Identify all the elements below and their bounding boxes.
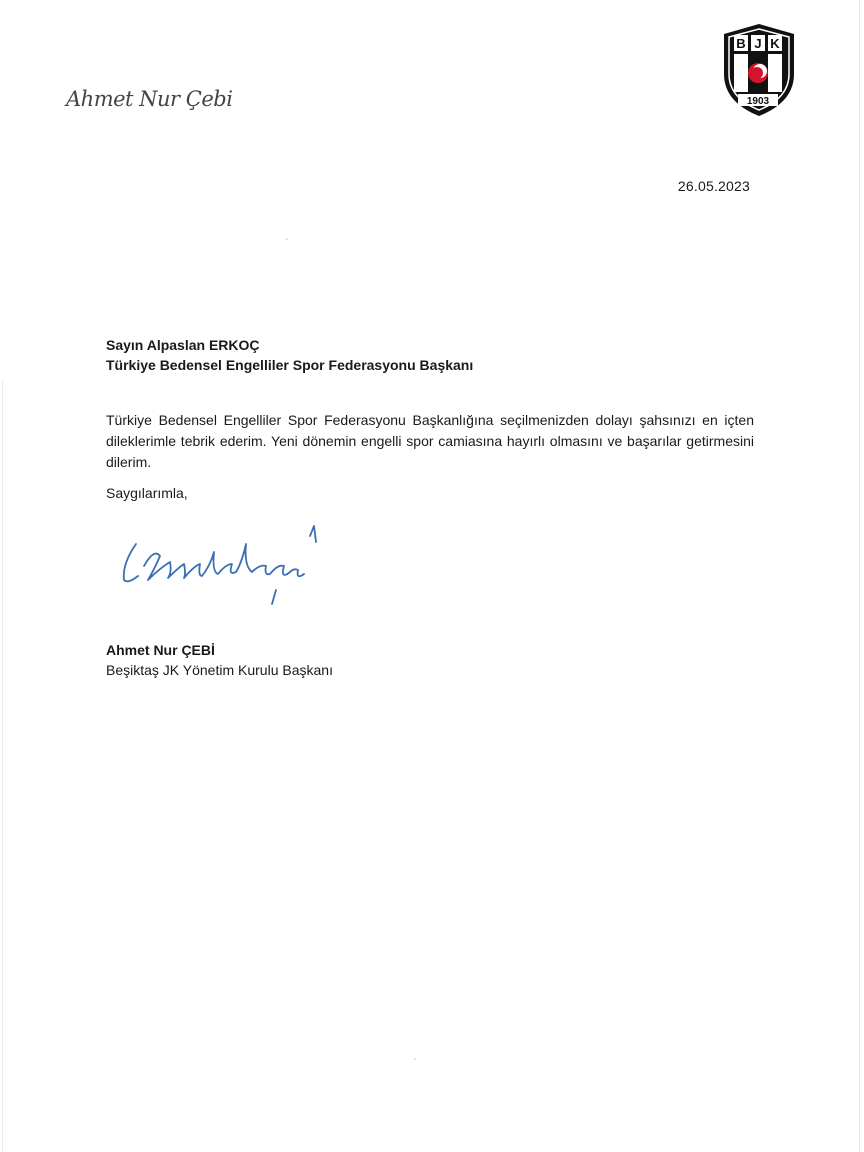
letterhead-script-name	[64, 80, 234, 116]
letter-closing: Saygılarımla,	[106, 485, 188, 501]
club-crest-logo	[720, 22, 798, 118]
recipient-title: Türkiye Bedensel Engelliler Spor Federasyonu Başkanı	[106, 357, 474, 373]
signer-block	[106, 640, 606, 680]
letter-body: Türkiye Bedensel Engelliler Spor Federasyonu Başkanlığına seçilmenizden dolayı şahsınızı en içten dileklerimle tebrik ederim. Yeni dönemin engelli spor camiasına hayırlı olmasını ve başarılar getirmesini dilerim.	[106, 412, 754, 470]
recipient-salutation: Sayın Alpaslan ERKOÇ	[106, 337, 260, 353]
page-edge-left	[2, 380, 3, 1152]
letter-date: 26.05.2023	[677, 178, 750, 194]
letterhead-name-text: Ahmet Nur Çebi	[66, 87, 233, 111]
handwritten-signature	[114, 522, 334, 612]
page-edge-right	[859, 0, 860, 1152]
signer-name: Ahmet Nur ÇEBİ	[106, 642, 215, 658]
crest-letter-j: J	[754, 36, 762, 51]
scan-speck	[414, 1058, 416, 1060]
signer-title: Beşiktaş JK Yönetim Kurulu Başkanı	[106, 662, 333, 678]
crest-letter-k: K	[770, 36, 780, 51]
crest-letter-b: B	[736, 36, 746, 51]
crest-year: 1903	[746, 96, 770, 107]
recipient-block	[106, 335, 766, 375]
scan-speck	[286, 238, 288, 240]
